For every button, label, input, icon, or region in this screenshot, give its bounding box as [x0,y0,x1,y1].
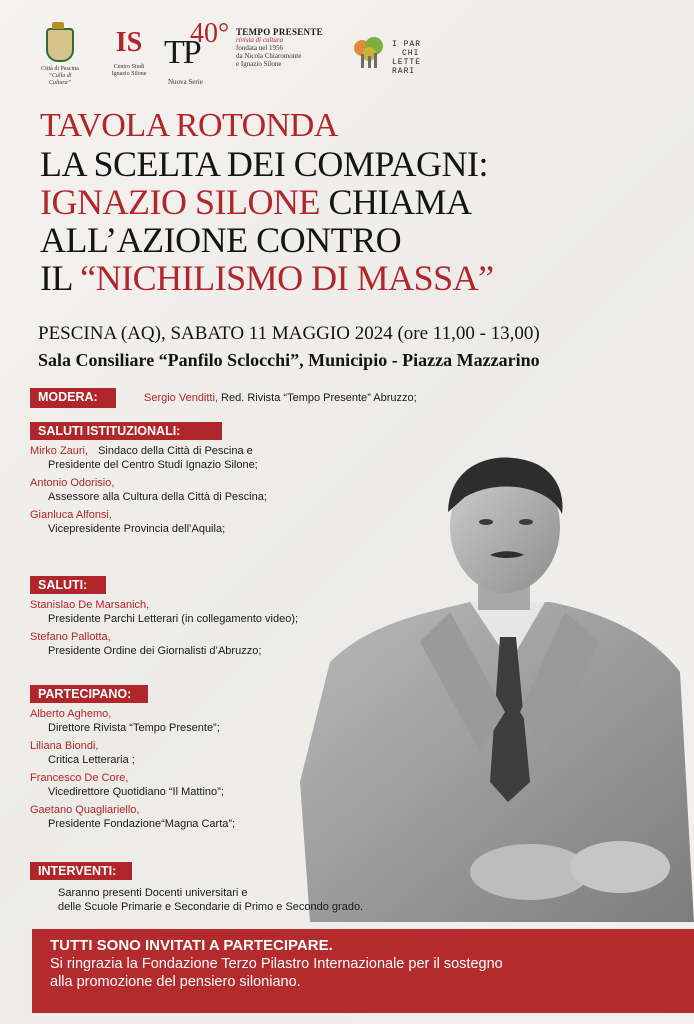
partecipano-label: PARTECIPANO: [30,685,148,703]
parchi-line-1: I PAR [392,40,422,49]
tp-line-2: da Nicola Chiaromonte [236,52,302,60]
person-quagliariello [30,804,235,831]
tp-sub: rivista di cultura [236,36,284,44]
pescina-logo [40,28,80,87]
person-role: Critica Letteraria ; [48,754,135,766]
parchi-text [392,40,421,76]
footer-thanks-1: Si ringrazia la Fondazione Terzo Pilastro Internazionale per il sostegno [50,956,503,972]
headline [40,107,680,297]
interventi-section [30,862,363,914]
person-de-marsanich [30,599,298,626]
modera-text [144,392,417,405]
footer-thanks-2: alla promozione del pensiero siloniano. [50,974,301,990]
person-role: Presidente del Centro Studi Ignazio Silone; [48,459,258,471]
interventi-line-1: Saranno presenti Docenti universitari e [58,887,248,899]
person-pallotta [30,631,298,658]
person-biondi [30,740,235,767]
person-role: Direttore Rivista “Tempo Presente”; [48,722,220,734]
tp-nuova-serie: Nuova Serie [168,78,203,86]
saluti-label: SALUTI: [30,576,106,594]
tp-number: 40° [190,18,230,49]
centro-studi-logo [104,28,154,78]
person-name [30,445,267,458]
person-name: Liliana Biondi, [30,740,99,752]
person-role: Vicedirettore Quotidiano “Il Mattino”; [48,786,224,798]
person-role: Presidente Ordine dei Giornalisti d’Abruzzo; [48,645,262,657]
centro-caption-2: Ignazio Silone [111,71,147,77]
saluti-istituzionali-section [30,422,267,536]
person-aghemo [30,708,235,735]
event-place: Sala Consiliare “Panfilo Sclocchi”, Municipio - Piazza Mazzarino [38,350,540,370]
pescina-crest-icon [46,28,74,62]
interventi-label: INTERVENTI: [30,862,132,880]
zauri-inline-role: Sindaco della Città di Pescina e [98,445,253,457]
person-role: Presidente Parchi Letterari (in collegamento video); [48,613,299,625]
centro-caption-1: Centro Studi [113,64,145,70]
person-role: Presidente Fondazione“Magna Carta”; [48,818,236,830]
headline-line-2: LA SCELTA DEI COMPAGNI: [40,144,489,184]
person-role: Vicepresidente Provincia dell’Aquila; [48,523,226,535]
person-name: Stanislao De Marsanich, [30,599,150,611]
event-info [38,322,678,372]
tp-text-block [236,28,346,68]
tp-line-1: fondata nel 1956 [236,44,284,52]
footer-invite: TUTTI SONO INVITATI A PARTECIPARE. [50,937,333,954]
tp-letters: TP [164,34,200,71]
person-odorisio [30,477,267,504]
tree-icon [352,36,386,70]
logo-strip [40,18,660,98]
saluti-section [30,576,298,658]
modera-label: MODERA: [30,388,116,408]
person-zauri [30,445,267,472]
modera-section [30,388,480,410]
person-de-core [30,772,235,799]
pescina-caption-1: Città di Pescina [41,66,79,72]
parchi-line-3: LETTE [392,58,422,67]
tp-title: TEMPO PRESENTE [236,27,323,37]
parchi-line-4: RARI [392,67,416,76]
person-name: Francesco De Core, [30,772,129,784]
centro-studi-mark: IS [115,27,143,58]
headline-line-1: TAVOLA ROTONDA [40,107,338,144]
event-date: PESCINA (AQ), SABATO 11 MAGGIO 2024 (ore 11,00 - 13,00) [38,323,540,344]
headline-line-4: ALL’AZIONE CONTRO [40,220,402,260]
tp-line-3: e Ignazio Silone [236,60,282,68]
person-name: Gaetano Quagliariello, [30,804,140,816]
person-name: Gianluca Alfonsi, [30,509,112,521]
person-alfonsi [30,509,267,536]
interventi-line-2: delle Scuole Primarie e Secondarie di Primo e Secondo grado. [58,901,364,913]
person-role: Assessore alla Cultura della Città di Pescina; [48,491,267,503]
partecipano-section [30,685,235,831]
saluti-istituzionali-label: SALUTI ISTITUZIONALI: [30,422,222,440]
modera-name: Sergio Venditti, [144,392,218,404]
headline-il: IL [40,258,81,298]
pescina-caption-2: “Culla di Cultura” [48,73,72,86]
headline-line-5 [40,259,680,297]
person-name: Antonio Odorisio, [30,477,115,489]
headline-line-3 [40,183,680,221]
headline-nichilismo: “NICHILISMO DI MASSA” [80,258,494,298]
person-name: Stefano Pallotta, [30,631,111,643]
zauri-name: Mirko Zauri, [30,445,89,457]
footer-banner [32,929,694,1013]
tempo-presente-logo [164,18,344,96]
person-name: Alberto Aghemo, [30,708,112,720]
portrait-photo [300,452,694,930]
headline-chiama: CHIAMA [319,182,472,222]
headline-silone: IGNAZIO SILONE [40,182,320,222]
parchi-line-2: CHI [402,49,420,58]
modera-role: Red. Rivista “Tempo Presente” Abruzzo; [218,392,417,404]
